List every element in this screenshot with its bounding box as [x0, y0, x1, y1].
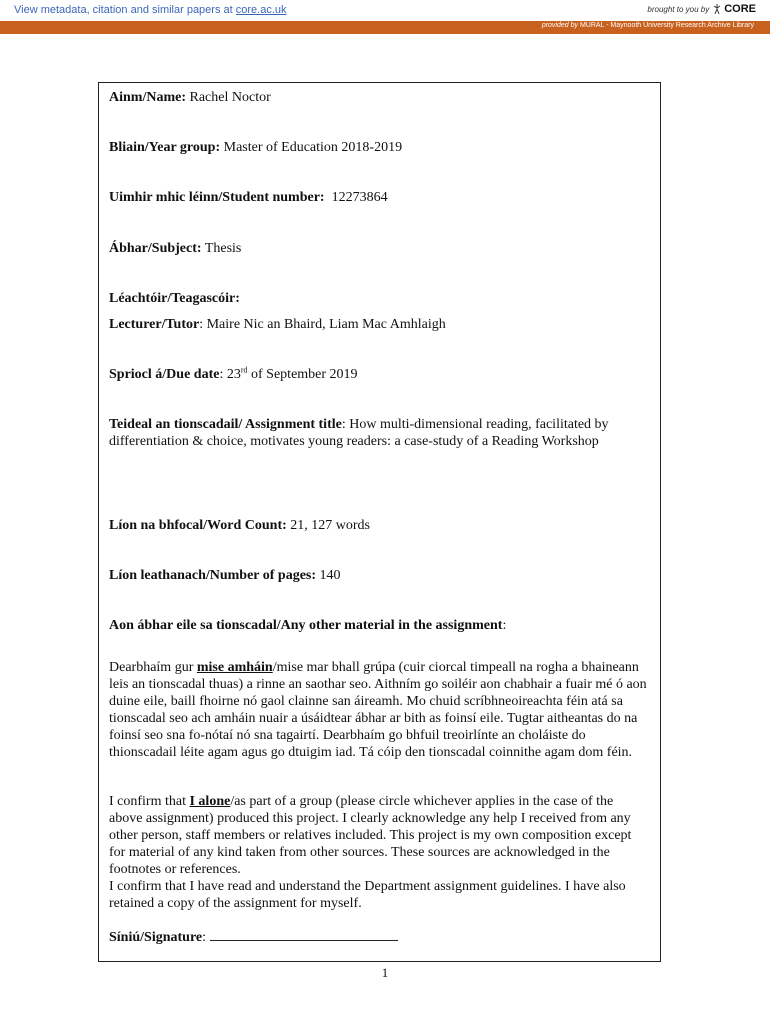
word-count-label: Líon na bhfocal/Word Count:: [109, 518, 287, 533]
signature-label: Síniú/Signature: [109, 930, 203, 945]
metadata-link[interactable]: [14, 4, 287, 16]
name-value: Rachel Noctor: [189, 90, 271, 105]
year-field: [109, 139, 650, 156]
english-declaration: [109, 793, 650, 912]
signature-line[interactable]: [210, 928, 398, 941]
other-material-field: [109, 617, 650, 634]
lecturer-irish-field: [109, 290, 650, 307]
due-date-suffix: of September 2019: [247, 367, 358, 382]
name-label: Ainm/Name:: [109, 90, 186, 105]
core-logo-icon: [712, 3, 722, 15]
metadata-link-prefix[interactable]: View metadata, citation and similar papers at: [14, 4, 236, 16]
due-date-prefix: : 23: [219, 367, 241, 382]
other-material-colon: :: [502, 618, 507, 633]
assignment-title-field: [109, 416, 650, 450]
student-number-label: Uimhir mhic léinn/Student number:: [109, 190, 325, 205]
core-provided-bar: [0, 21, 770, 34]
core-ac-uk-link[interactable]: core.ac.uk: [235, 4, 287, 16]
name-field: [109, 89, 650, 106]
core-logo[interactable]: [712, 3, 756, 15]
english-declaration-emphasis: I alone: [189, 794, 231, 809]
brought-to-you[interactable]: [647, 3, 756, 15]
lecturer-label: Lecturer/Tutor: [109, 317, 200, 332]
subject-field: [109, 240, 650, 257]
lecturer-field: [109, 316, 650, 333]
year-label: Bliain/Year group:: [109, 140, 221, 155]
signature-colon: :: [202, 930, 210, 945]
assignment-title-label: Teideal an tionscadail/ Assignment title: [109, 417, 342, 432]
brought-text: brought to you by: [647, 4, 710, 14]
cover-sheet-frame: [98, 82, 661, 962]
subject-value: Thesis: [204, 241, 242, 256]
due-date-field: [109, 366, 650, 383]
irish-declaration-emphasis: mise amháin: [196, 660, 273, 675]
signature-field: [109, 928, 650, 946]
other-material-label: Aon ábhar eile sa tionscadal/Any other material in the assignment: [109, 618, 503, 633]
subject-label: Ábhar/Subject:: [109, 241, 202, 256]
provided-by[interactable]: [542, 22, 754, 29]
pages-value: 140: [319, 568, 341, 583]
year-value: Master of Education 2018-2019: [223, 140, 403, 155]
assignment-title-value: : How multi-dimensional reading, facilitated by differentiation & choice, motivates young readers: a case-study of a Reading Workshop: [109, 417, 609, 449]
word-count-field: [109, 517, 650, 534]
provided-by-text[interactable]: MURAL - Maynooth University Research Archive Library: [579, 22, 754, 29]
core-logo-text: CORE: [724, 3, 756, 15]
due-date-sup: rd: [240, 365, 248, 375]
word-count-value: 21, 127 words: [290, 518, 370, 533]
irish-declaration-start: Dearbhaím gur: [109, 660, 197, 675]
irish-declaration-rest: /mise mar bhall grúpa (cuir ciorcal timpeall na rogha a bhaineann leis an tionscadal thuas) a rinne an saothar seo. Aithním go soiléir aon chabhair a fuair mé ó aon duine eile, baill fhoirne nó gaol clainne san áireamh. Mo chuid scríbhneoireachta féin atá sa tionscadal seo ach amháin nuair a úsáidtear ábhar ar bith as foinsí eile. Tugtar aitheantas do na foinsí seo sna fo-nótaí nó sna tagairtí. Dearbhaím go bhfuil treoirlínte an choláiste do thionscadail léite agam agus go dtuigim iad. Tá cóip den tionscadal coinnithe agam dom féin.: [109, 660, 647, 760]
lecturer-value: : Maire Nic an Bhaird, Liam Mac Amhlaigh: [199, 317, 446, 332]
pages-field: [109, 567, 650, 584]
due-date-label: Spriocl á/Due date: [109, 367, 220, 382]
english-declaration-guidelines: I confirm that I have read and understand the Department assignment guidelines. I have also retained a copy of the assignment for myself.: [109, 879, 626, 911]
student-number-field: [109, 189, 650, 206]
provided-by-label: provided by: [541, 22, 579, 29]
english-declaration-rest: /as part of a group (please circle whichever applies in the case of the above assignment) produced this project. I clearly acknowledge any help I received from any other person, staff members or relatives included. This project is my own composition except for material of any kind taken from other sources. These sources are acknowledged in the footnotes or references.: [109, 794, 632, 877]
english-declaration-start: I confirm that: [109, 794, 190, 809]
core-banner-top: [0, 0, 770, 21]
lecturer-irish-label: Léachtóir/Teagascóir:: [109, 291, 240, 306]
pages-label: Líon leathanach/Number of pages:: [109, 568, 317, 583]
student-number-value: 12273864: [331, 190, 388, 205]
irish-declaration: [109, 659, 650, 761]
core-banner: [0, 0, 770, 34]
page-number: 1: [381, 965, 389, 980]
